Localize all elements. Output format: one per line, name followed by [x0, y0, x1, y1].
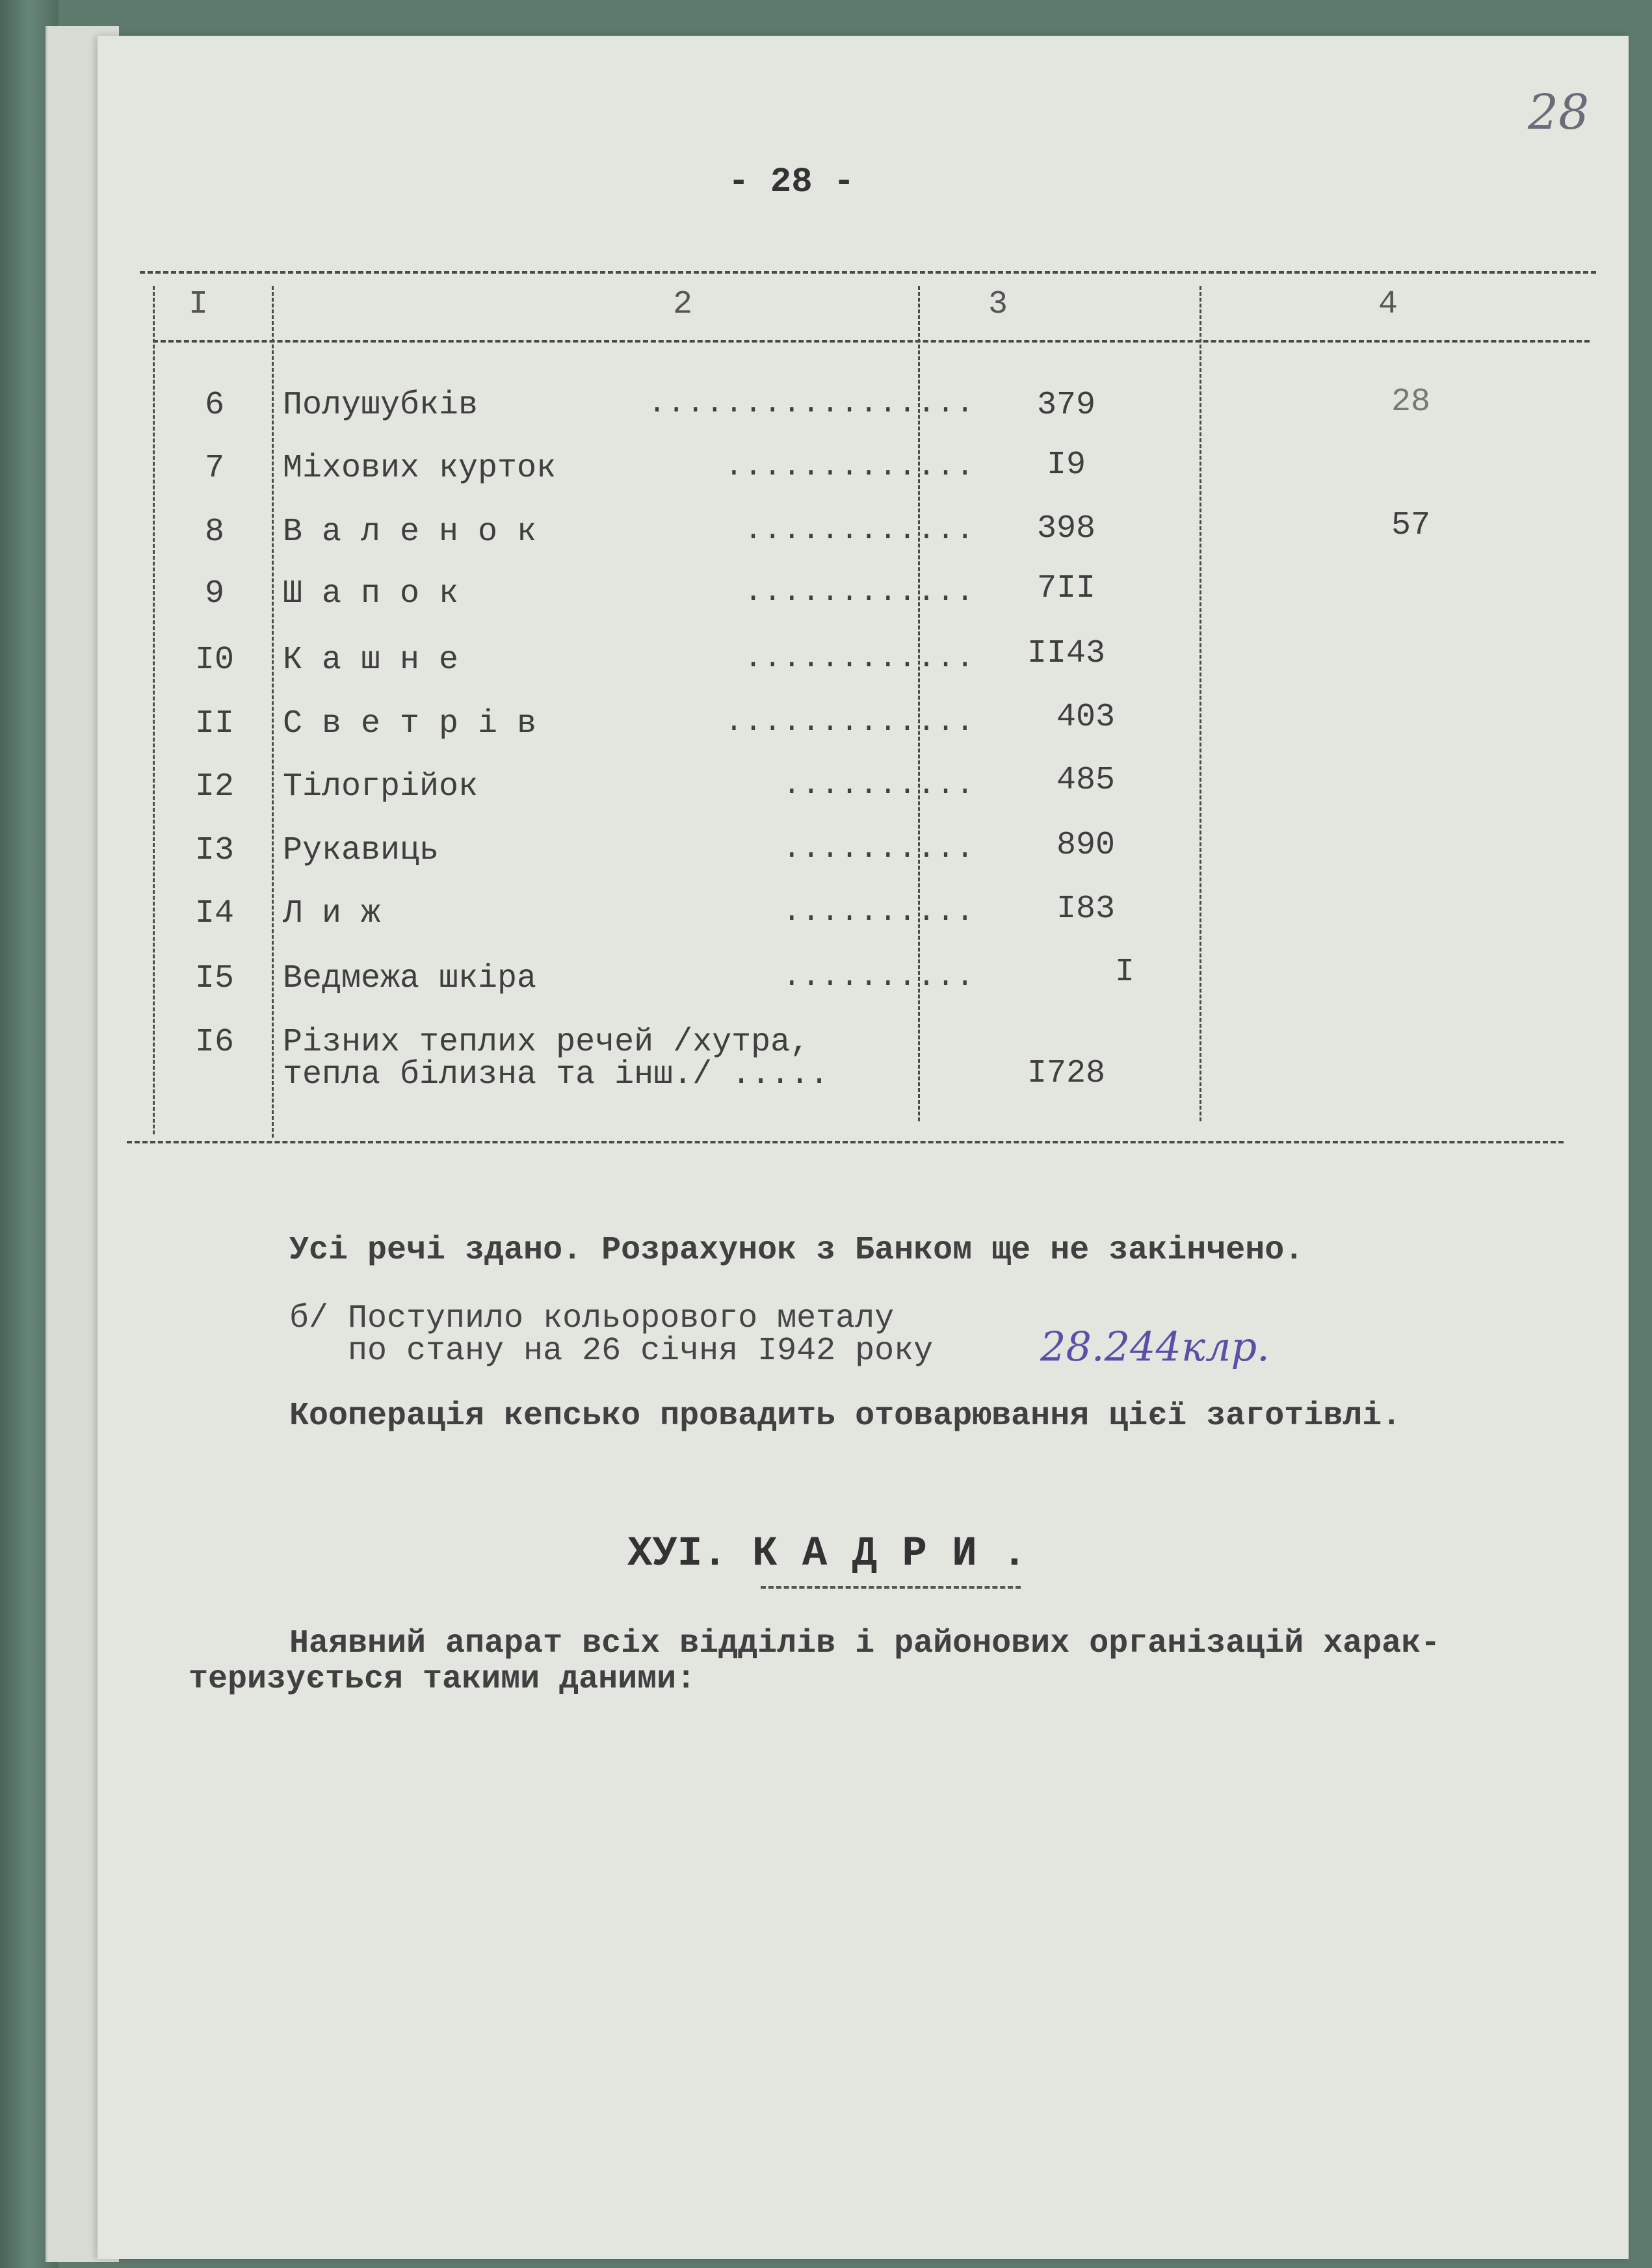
table-col-divider-3	[1200, 286, 1201, 1121]
table-left-border	[153, 286, 155, 1134]
section-text-line-2: теризується такими даними:	[189, 1661, 696, 1698]
table-header-rule	[153, 340, 1590, 343]
table-bottom-rule	[127, 1141, 1564, 1143]
row-leader-dots: ............	[744, 575, 975, 609]
archive-page-number: 28	[1528, 85, 1590, 140]
row-quantity: 485	[1056, 762, 1115, 799]
row-number: 6	[204, 387, 224, 424]
row-quantity: I	[1114, 954, 1134, 991]
row-item-name: Л и ж	[283, 895, 381, 932]
row-item-name: Рукавиць	[283, 832, 439, 869]
row-number: 8	[204, 514, 224, 551]
section-text-line-1: Наявний апарат всіх відділів і районових організацій харак-	[289, 1625, 1441, 1662]
row-col4-value: 28	[1391, 384, 1430, 421]
paragraph-cooperation: Кооперація кепсько провадить отоварювання цієї заготівлі.	[289, 1398, 1402, 1435]
row-item-name: В а л е н о к	[283, 514, 537, 551]
paragraph-items-handed-over: Усі речі здано. Розрахунок з Банком ще не закінчено.	[289, 1232, 1304, 1269]
row-quantity: 403	[1056, 699, 1115, 736]
row-leader-dots: .............	[725, 705, 975, 739]
row-quantity: 7II	[1036, 570, 1095, 607]
row-quantity: I728	[1027, 1055, 1106, 1092]
row-number: II	[194, 705, 234, 742]
row-leader-dots: ............	[744, 642, 975, 675]
row-leader-dots: ..........	[782, 895, 975, 929]
section-title-underline	[761, 1586, 1021, 1589]
paragraph-metal-line-1: б/ Поступило кольорового металу	[289, 1300, 895, 1337]
row-item-name: Тілогрійок	[283, 768, 479, 805]
page-number: - 28 -	[728, 163, 855, 202]
row-leader-dots: ............	[744, 514, 975, 547]
row-number: I3	[194, 832, 234, 869]
row-number: I6	[194, 1024, 234, 1061]
row-number: I4	[194, 895, 234, 932]
row-item-name: Ш а п о к	[283, 575, 459, 612]
table-header-col-4: 4	[1378, 286, 1398, 323]
row-number: I2	[194, 768, 234, 805]
row-leader-dots: ..........	[782, 768, 975, 802]
row-item-name: Ведмежа шкіра	[283, 960, 537, 997]
row-quantity: I9	[1046, 447, 1086, 484]
row-quantity: 398	[1036, 510, 1095, 547]
table-header-col-2: 2	[673, 286, 693, 323]
row-number: 9	[204, 575, 224, 612]
document-page	[98, 36, 1629, 2259]
row-quantity: 890	[1056, 827, 1115, 864]
row-leader-dots: ..........	[782, 832, 975, 866]
row-leader-dots: .............	[725, 450, 975, 484]
table-col-divider-1	[272, 286, 274, 1138]
row-leader-dots: ..........	[782, 960, 975, 994]
table-top-rule	[140, 271, 1596, 274]
section-title: ХУІ. К А Д Р И .	[627, 1531, 1027, 1578]
row-item-name: Міхових курток	[283, 450, 557, 487]
row-quantity: 379	[1036, 387, 1095, 424]
row-number: I5	[194, 960, 234, 997]
handwritten-metal-amount: 28.244клр.	[1040, 1323, 1270, 1370]
row-item-name-line-1: Різних теплих речей /хутра,	[283, 1024, 810, 1061]
paragraph-metal-line-2: по стану на 26 січня I942 року	[289, 1333, 934, 1370]
table-header-col-1: I	[189, 286, 209, 323]
row-item-name-line-2: тепла білизна та інш./ .....	[283, 1056, 830, 1093]
row-item-name: Полушубків	[283, 387, 479, 424]
row-number: I0	[194, 642, 234, 679]
row-number: 7	[204, 450, 224, 487]
table-header-col-3: 3	[988, 286, 1008, 323]
row-quantity: I83	[1056, 891, 1115, 928]
row-quantity: II43	[1027, 635, 1106, 672]
row-item-name: С в е т р і в	[283, 705, 537, 742]
row-item-name: К а ш н е	[283, 642, 459, 679]
row-col4-value: 57	[1391, 507, 1430, 544]
row-leader-dots: .................	[648, 387, 975, 421]
